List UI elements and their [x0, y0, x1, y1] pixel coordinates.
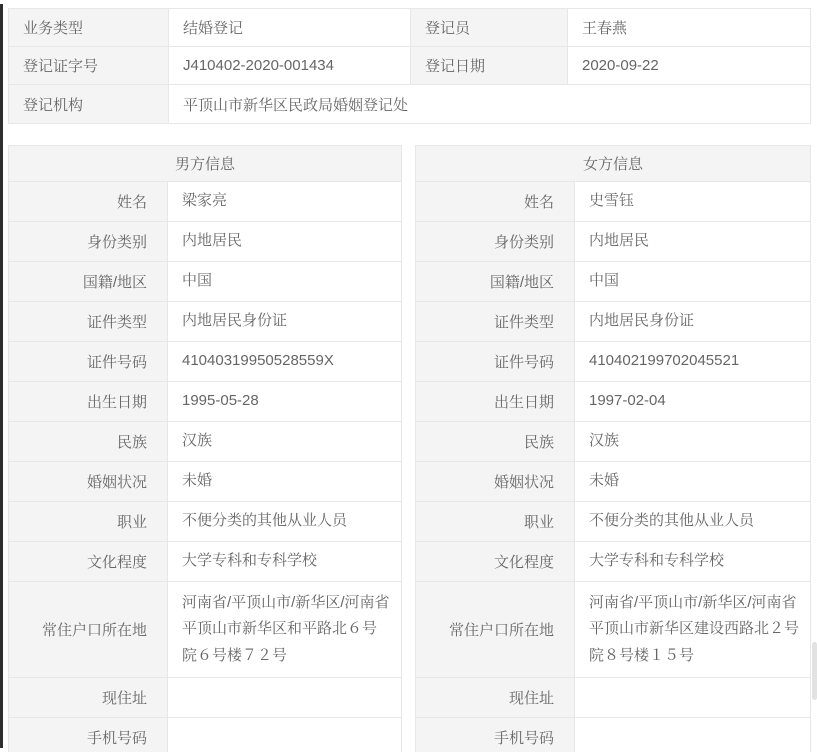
field-value: 未婚: [168, 462, 401, 501]
field-value: 内地居民: [168, 222, 401, 261]
field-label: 文化程度: [416, 542, 575, 581]
cert-number-label: 登记证字号: [9, 47, 169, 85]
field-label: 身份类别: [9, 222, 168, 261]
table-row: [9, 501, 401, 541]
field-value: 1995-05-28: [168, 382, 401, 421]
registration-date-label: 登记日期: [411, 47, 568, 85]
scrollbar-thumb[interactable]: [812, 642, 817, 700]
field-value: 史雪钰: [575, 182, 810, 221]
field-value: 未婚: [575, 462, 810, 501]
field-value: [575, 678, 810, 717]
registration-date-value: 2020-09-22: [568, 47, 810, 85]
field-value: 梁家亮: [168, 182, 401, 221]
field-label: 姓名: [416, 182, 575, 221]
table-row: [9, 381, 401, 421]
table-row: [9, 221, 401, 261]
table-row: [416, 541, 810, 581]
field-value: 河南省/平顶山市/新华区/河南省平顶山市新华区和平路北６号院６号楼７２号: [168, 582, 401, 677]
field-value: 不便分类的其他从业人员: [168, 502, 401, 541]
field-label: 手机号码: [416, 718, 575, 752]
table-row: [416, 181, 810, 221]
table-row: [9, 181, 401, 221]
field-label: 姓名: [9, 182, 168, 221]
field-label: 手机号码: [9, 718, 168, 752]
table-row: [416, 301, 810, 341]
field-value: 中国: [575, 262, 810, 301]
table-row: [9, 461, 401, 501]
field-label: 常住户口所在地: [9, 582, 168, 677]
field-value: 汉族: [575, 422, 810, 461]
cert-number-value: J410402-2020-001434: [169, 47, 411, 85]
field-label: 出生日期: [9, 382, 168, 421]
field-label: 文化程度: [9, 542, 168, 581]
table-row: [9, 421, 401, 461]
field-label: 现住址: [416, 678, 575, 717]
table-row: [416, 261, 810, 301]
field-value: 大学专科和专科学校: [575, 542, 810, 581]
table-row: [416, 717, 810, 752]
table-row: [416, 421, 810, 461]
table-row: [416, 677, 810, 717]
field-label: 证件号码: [416, 342, 575, 381]
table-row: [9, 261, 401, 301]
field-value: [168, 678, 401, 717]
male-table-title: 男方信息: [9, 146, 401, 181]
female-info-table: [415, 145, 811, 752]
agency-value: 平顶山市新华区民政局婚姻登记处: [169, 85, 810, 123]
table-row: [9, 541, 401, 581]
window-left-edge: [0, 4, 3, 748]
table-row: [416, 461, 810, 501]
field-label: 民族: [9, 422, 168, 461]
field-label: 现住址: [9, 678, 168, 717]
table-row: [9, 581, 401, 677]
table-row: [416, 221, 810, 261]
field-label: 婚姻状况: [9, 462, 168, 501]
registration-summary-table: [8, 8, 811, 124]
field-value: [168, 718, 401, 752]
field-label: 证件类型: [416, 302, 575, 341]
business-type-label: 业务类型: [9, 9, 169, 47]
field-value: 汉族: [168, 422, 401, 461]
field-value: [575, 718, 810, 752]
field-label: 国籍/地区: [9, 262, 168, 301]
field-label: 证件类型: [9, 302, 168, 341]
registrar-value: 王春燕: [568, 9, 810, 47]
field-label: 婚姻状况: [416, 462, 575, 501]
field-label: 身份类别: [416, 222, 575, 261]
field-value: 内地居民身份证: [168, 302, 401, 341]
field-value: 大学专科和专科学校: [168, 542, 401, 581]
field-label: 出生日期: [416, 382, 575, 421]
table-row: [416, 501, 810, 541]
female-table-title: 女方信息: [416, 146, 810, 181]
field-value: 内地居民: [575, 222, 810, 261]
table-row: [416, 341, 810, 381]
table-row: [9, 301, 401, 341]
field-label: 常住户口所在地: [416, 582, 575, 677]
business-type-value: 结婚登记: [169, 9, 411, 47]
field-value: 410402199702045521: [575, 342, 810, 381]
table-row: [9, 341, 401, 381]
field-label: 职业: [416, 502, 575, 541]
field-value: 不便分类的其他从业人员: [575, 502, 810, 541]
table-row: [416, 381, 810, 421]
male-info-table: [8, 145, 402, 752]
agency-label: 登记机构: [9, 85, 169, 123]
field-label: 国籍/地区: [416, 262, 575, 301]
table-row: [9, 717, 401, 752]
table-row: [416, 581, 810, 677]
field-value: 1997-02-04: [575, 382, 810, 421]
field-label: 民族: [416, 422, 575, 461]
field-label: 证件号码: [9, 342, 168, 381]
registrar-label: 登记员: [411, 9, 568, 47]
field-label: 职业: [9, 502, 168, 541]
field-value: 中国: [168, 262, 401, 301]
field-value: 41040319950528559X: [168, 342, 401, 381]
field-value: 河南省/平顶山市/新华区/河南省平顶山市新华区建设西路北２号院８号楼１５号: [575, 582, 810, 677]
table-row: [9, 677, 401, 717]
field-value: 内地居民身份证: [575, 302, 810, 341]
